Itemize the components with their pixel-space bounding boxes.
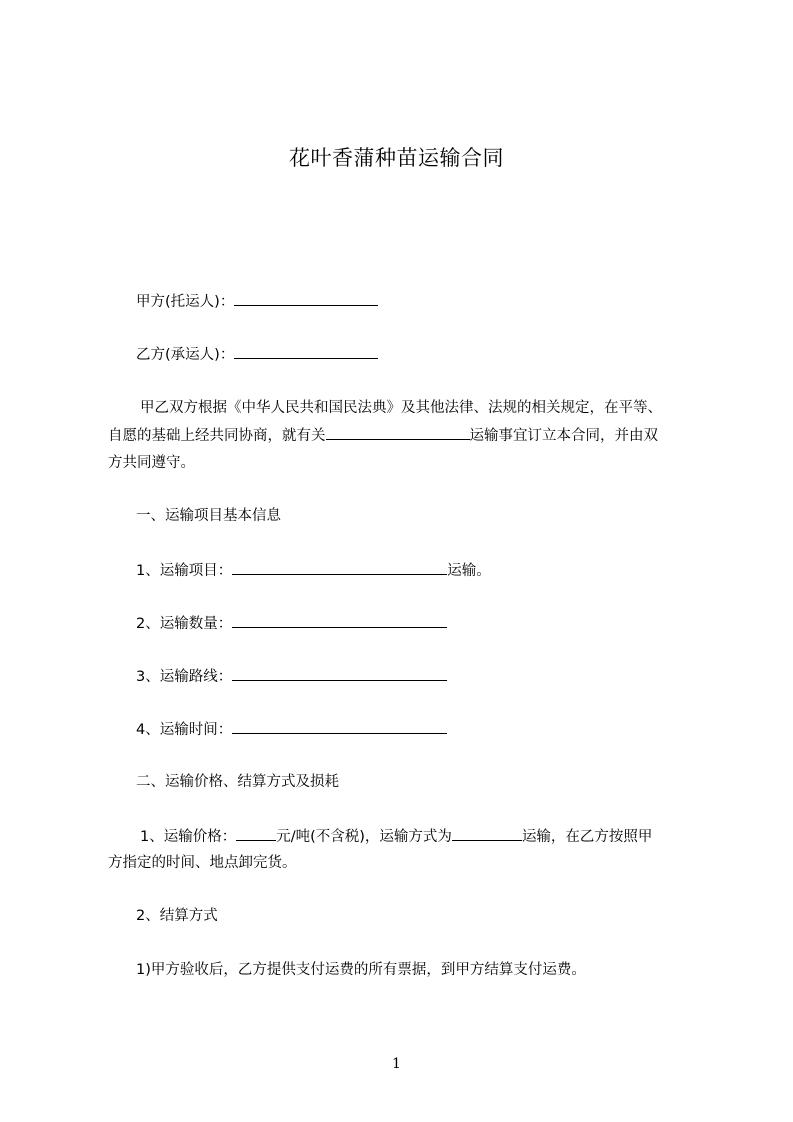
item3-line: [136, 666, 447, 687]
price-mid: 元/吨(不含税)，运输方式为: [276, 829, 452, 845]
intro-line-3: 方共同遵守。: [108, 455, 195, 471]
intro-line-1: 甲乙双方根据《中华人民共和国民法典》及其他法律、法规的相关规定，在平等、: [140, 400, 662, 416]
party-b-line: [136, 344, 378, 365]
item4-line: [136, 719, 447, 740]
party-b-blank[interactable]: [234, 344, 378, 359]
party-a-line: [136, 291, 378, 312]
intro-line-2-pre: 自愿的基础上经共同协商，就有关: [108, 428, 326, 444]
settlement-heading: 2、结算方式: [136, 908, 218, 924]
item2-line: [136, 613, 447, 634]
section2-heading: 二、运输价格、结算方式及损耗: [136, 774, 339, 790]
item1-blank[interactable]: [232, 560, 447, 575]
item1-label: 1、运输项目：: [136, 563, 233, 579]
intro-line-2: [108, 425, 658, 446]
item4-blank[interactable]: [232, 719, 447, 734]
party-b-label: 乙方(承运人)：: [136, 347, 235, 363]
party-a-label: 甲方(托运人)：: [136, 294, 235, 310]
page-number: 1: [392, 1056, 401, 1072]
item4-label: 4、运输时间：: [136, 722, 233, 738]
section1-heading: 一、运输项目基本信息: [136, 508, 281, 524]
transport-method-blank[interactable]: [452, 826, 522, 841]
party-a-blank[interactable]: [234, 291, 378, 306]
document-title: 花叶香蒲种苗运输合同: [289, 146, 504, 170]
item2-blank[interactable]: [232, 613, 447, 628]
price-line-2: 方指定的时间、地点卸完货。: [108, 855, 297, 871]
item1-suffix: 运输。: [447, 563, 491, 579]
intro-line-2-post: 运输事宜订立本合同，并由双: [469, 428, 658, 444]
price-post: 运输，在乙方按照甲: [521, 829, 653, 845]
price-blank[interactable]: [236, 826, 276, 841]
price-label: 1、运输价格：: [140, 829, 237, 845]
intro-transport-blank[interactable]: [326, 425, 470, 440]
item3-blank[interactable]: [232, 666, 447, 681]
item3-label: 3、运输路线：: [136, 669, 233, 685]
item1-line: [136, 560, 491, 581]
price-line-1: [140, 826, 652, 847]
item2-label: 2、运输数量：: [136, 616, 233, 632]
settlement-item-1: 1)甲方验收后，乙方提供支付运费的所有票据，到甲方结算支付运费。: [136, 962, 586, 978]
